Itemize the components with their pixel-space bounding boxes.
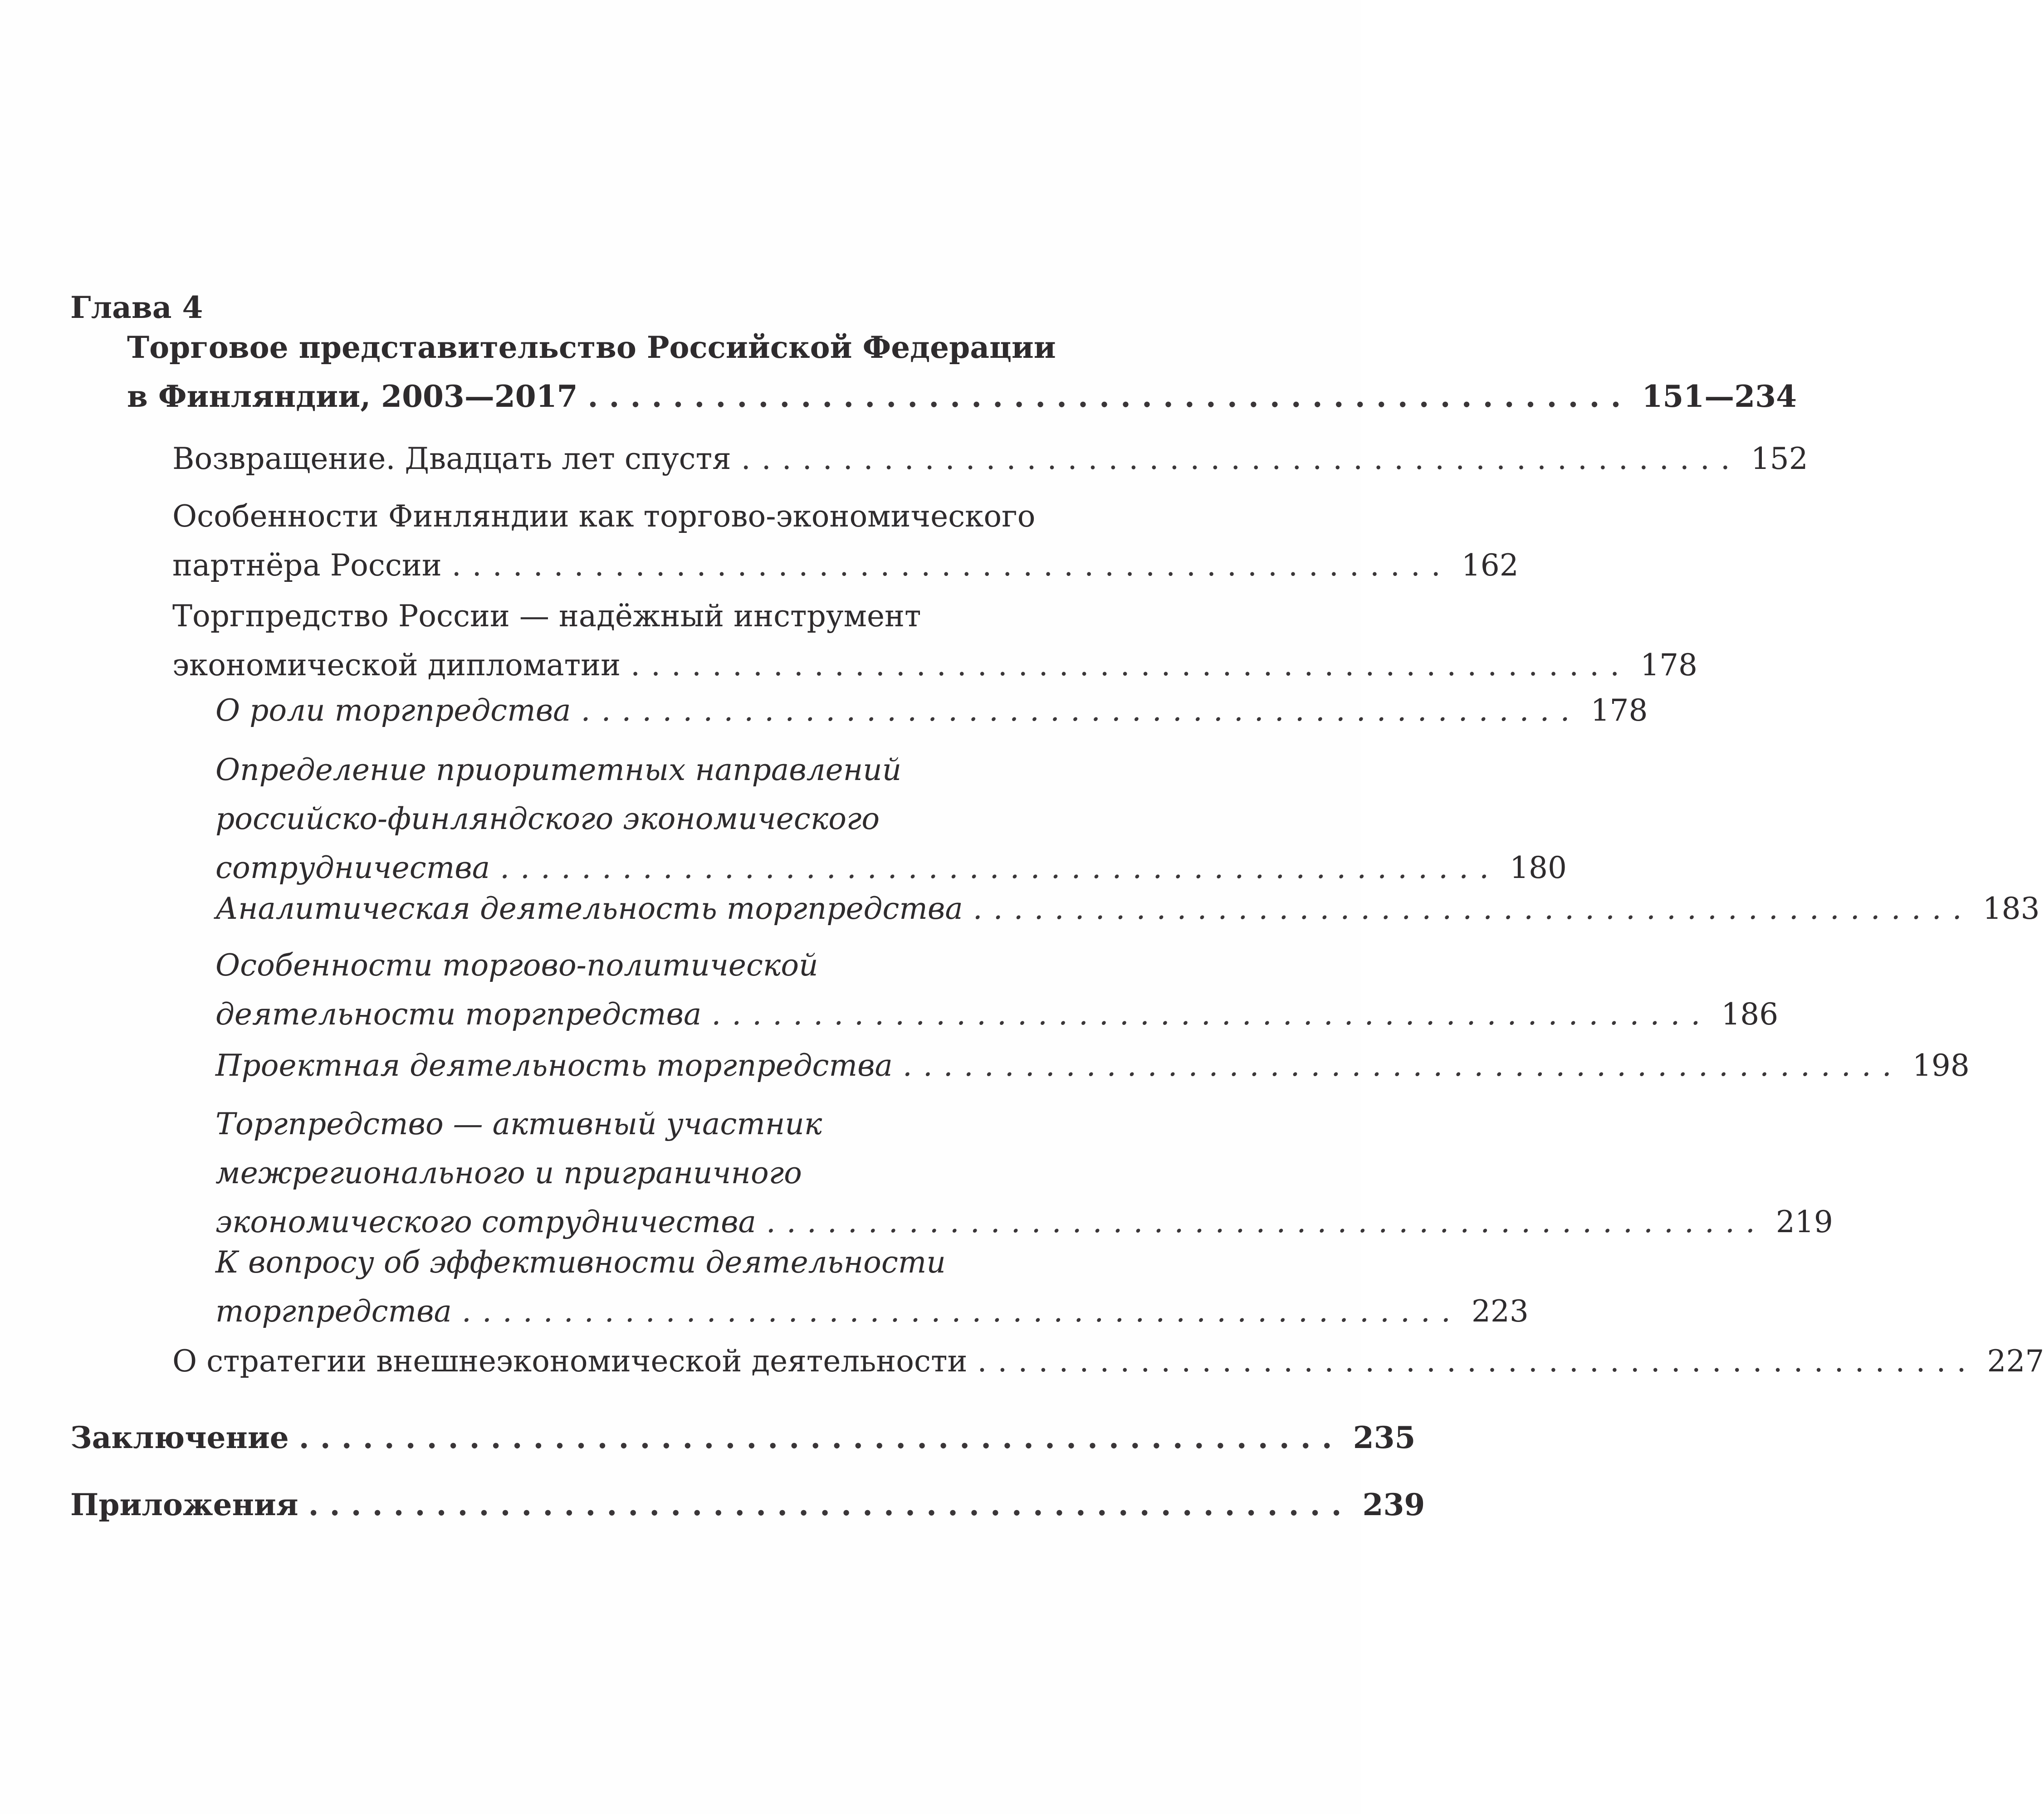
dot-leader: .................................................	[500, 850, 1500, 885]
toc-subentry	[215, 746, 1567, 892]
entry-title-line: торгпредства	[215, 1294, 452, 1329]
chapter-title-entry	[127, 323, 1797, 421]
dot-leader: .................................................	[977, 1344, 1977, 1379]
entry-title-line: Возвращение. Двадцать лет спустя	[172, 441, 731, 476]
toc-subentry	[215, 941, 1779, 1039]
entry-title-line: в Финляндии, 2003—2017	[127, 379, 578, 414]
entry-title-line: Проектная деятельность торгпредства	[215, 1048, 893, 1083]
page-number: 186	[1721, 997, 1779, 1032]
toc-subentry	[215, 1100, 1833, 1247]
toc-subentry	[215, 884, 2040, 933]
dot-leader: .................................................	[298, 1420, 1343, 1455]
toc-subentry	[215, 1041, 1970, 1090]
page-number: 227	[1987, 1344, 2044, 1379]
entry-title-line: деятельности торгпредства	[215, 997, 702, 1032]
toc-subentry	[215, 1238, 1529, 1336]
entry-title-line: Торгпредство России — надёжный инструмент	[172, 599, 921, 634]
dot-leader: .................................................	[766, 1204, 1766, 1239]
entry-title-line: Определение приоритетных направлений	[215, 752, 902, 787]
entry-title-line: Заключение	[70, 1420, 289, 1455]
page-number: 223	[1471, 1294, 1529, 1329]
dot-leader: .................................................	[973, 891, 1973, 926]
chapter-label: Глава 4	[70, 290, 203, 325]
toc-entry	[172, 492, 1519, 590]
dot-leader: .................................................	[461, 1294, 1462, 1329]
dot-leader: .................................................	[308, 1487, 1353, 1522]
entry-title-line: сотрудничества	[215, 850, 490, 885]
page-number: 183	[1982, 891, 2040, 926]
dot-leader: .................................................	[711, 997, 1711, 1032]
entry-title-line: Аналитическая деятельность торгпредства	[215, 891, 963, 926]
entry-title-line: О роли торгпредства	[215, 693, 571, 728]
dot-leader: .................................................	[741, 441, 1741, 476]
entry-title-line: экономического сотрудничества	[215, 1204, 756, 1239]
dot-leader: .................................................	[631, 648, 1631, 683]
entry-title-line: О стратегии внешнеэкономической деятельности	[172, 1344, 968, 1379]
page-number: 178	[1640, 648, 1698, 683]
toc-entry	[172, 592, 1698, 690]
page-number: 235	[1353, 1420, 1416, 1455]
page-number: 152	[1751, 441, 1808, 476]
page-number: 151—234	[1642, 379, 1797, 414]
toc-entry-appendices	[70, 1480, 1425, 1529]
page-number: 239	[1362, 1487, 1425, 1522]
toc-entry	[172, 434, 1808, 483]
entry-title-line: Торговое представительство Российской Федерации	[127, 330, 1056, 365]
entry-title-line: К вопросу об эффективности деятельности	[215, 1245, 946, 1280]
entry-title-line: российско-финляндского экономического	[215, 801, 880, 836]
page-number: 180	[1510, 850, 1567, 885]
toc-entry-conclusion	[70, 1413, 1416, 1462]
dot-leader: .................................................	[451, 548, 1452, 583]
dot-leader: .................................................	[581, 693, 1581, 728]
entry-title-line: Особенности Финляндии как торгово-экономического	[172, 499, 1036, 534]
toc-entry	[172, 1337, 2044, 1386]
page-number: 198	[1912, 1048, 1970, 1083]
entry-title-line: Особенности торгово-политической	[215, 948, 818, 983]
entry-title-line: Приложения	[70, 1487, 298, 1522]
toc-subentry	[215, 686, 1648, 735]
entry-title-line: межрегионального и приграничного	[215, 1156, 802, 1190]
entry-title-line: Торгпредство — активный участник	[215, 1107, 822, 1141]
page-number: 162	[1461, 548, 1519, 583]
entry-title-line: экономической дипломатии	[172, 648, 621, 683]
dot-leader: .................................................	[902, 1048, 1902, 1083]
page-number: 219	[1775, 1204, 1833, 1239]
page-number: 178	[1590, 693, 1648, 728]
entry-title-line: партнёра России	[172, 548, 442, 583]
dot-leader: .................................................	[587, 379, 1632, 414]
